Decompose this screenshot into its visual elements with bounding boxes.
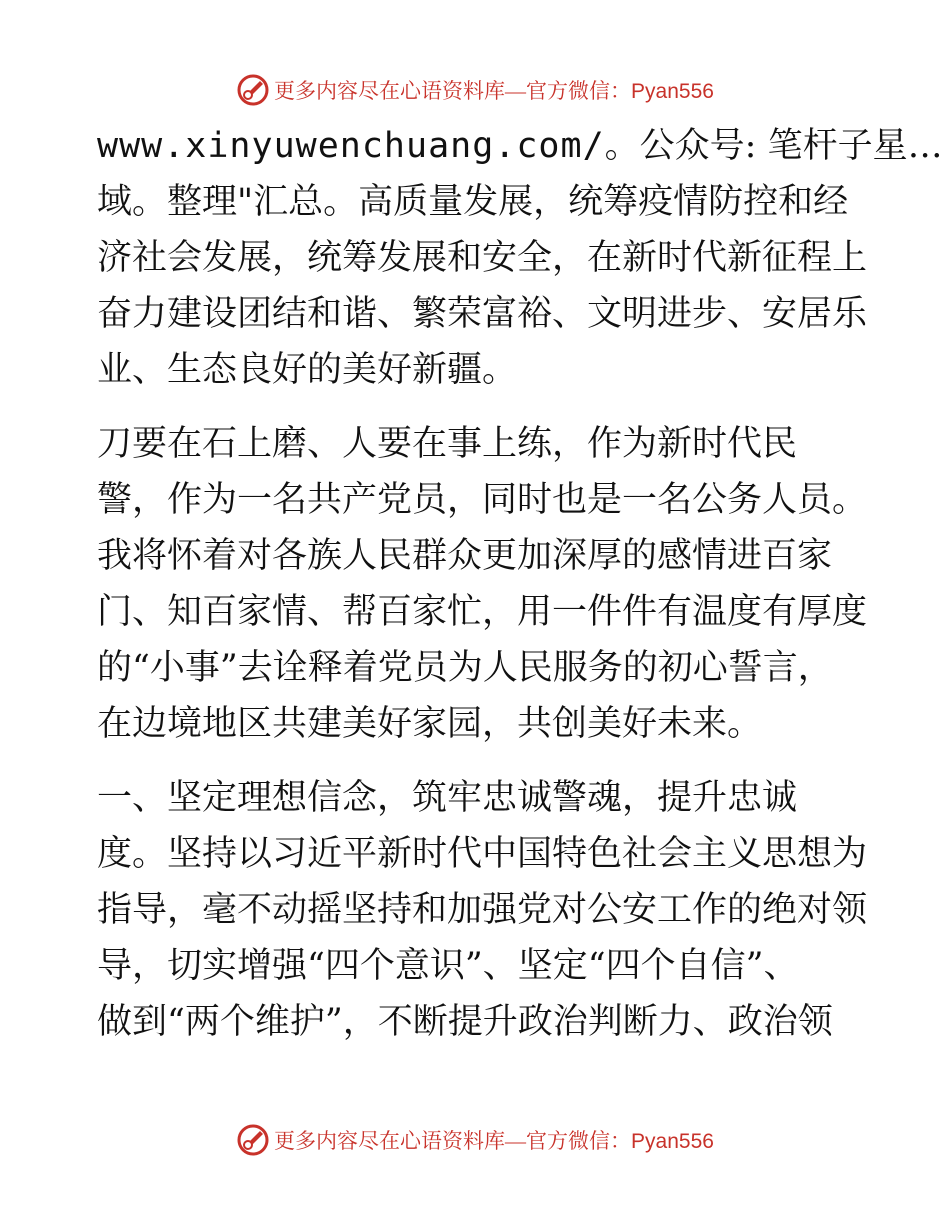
paragraph-3 — [97, 770, 868, 1050]
text-line: 的“小事”去诠释着党员为人民服务的初心誓言， — [97, 648, 833, 688]
banner-text: 更多内容尽在心语资料库—官方微信：Pyan556 — [274, 79, 714, 103]
text-line: 导，切实增强“四个意识”、坚定“四个自信”、 — [97, 946, 799, 986]
website-url: www.xinyuwenchuang.com/ — [97, 126, 605, 166]
footer-banner — [0, 1120, 950, 1160]
text-line: 在边境地区共建美好家园，共创美好未来。 — [97, 704, 763, 744]
text-line: 指导，毫不动摇坚持和加强党对公安工作的绝对领 — [97, 890, 868, 930]
text-line: 业、生态良好的美好新疆。 — [97, 350, 518, 390]
text-line: 做到“两个维护”，不断提升政治判断力、政治领 — [97, 1002, 833, 1042]
text-line: 域。整理"汇总。高质量发展，统筹疫情防控和经 — [97, 182, 849, 222]
text-line: 济社会发展，统筹发展和安全，在新时代新征程上 — [97, 238, 868, 278]
paragraph-2 — [97, 416, 868, 752]
text-line: 门、知百家情、帮百家忙，用一件件有温度有厚度 — [97, 592, 868, 632]
text-line: 奋力建设团结和谐、繁荣富裕、文明进步、安居乐 — [97, 294, 868, 334]
header-banner — [0, 70, 950, 110]
brand-logo-icon — [236, 1123, 270, 1157]
text-line: www.xinyuwenchuang.com/。公众号: 笔杆子星… — [97, 126, 943, 166]
wechat-id: Pyan556 — [631, 1130, 714, 1153]
wechat-id: Pyan556 — [631, 80, 714, 103]
text-line: 一、坚定理想信念，筑牢忠诚警魂，提升忠诚 — [97, 778, 798, 818]
text-line: 我将怀着对各族人民群众更加深厚的感情进百家 — [97, 536, 833, 576]
banner-text: 更多内容尽在心语资料库—官方微信：Pyan556 — [274, 1129, 714, 1153]
text-line: 警，作为一名共产党员，同时也是一名公务人员。 — [97, 480, 868, 520]
brand-logo-icon — [236, 73, 270, 107]
paragraph-1 — [97, 118, 943, 398]
document-body — [97, 118, 943, 1068]
text-line: 刀要在石上磨、人要在事上练，作为新时代民 — [97, 424, 798, 464]
text-line: 度。坚持以习近平新时代中国特色社会主义思想为 — [97, 834, 868, 874]
